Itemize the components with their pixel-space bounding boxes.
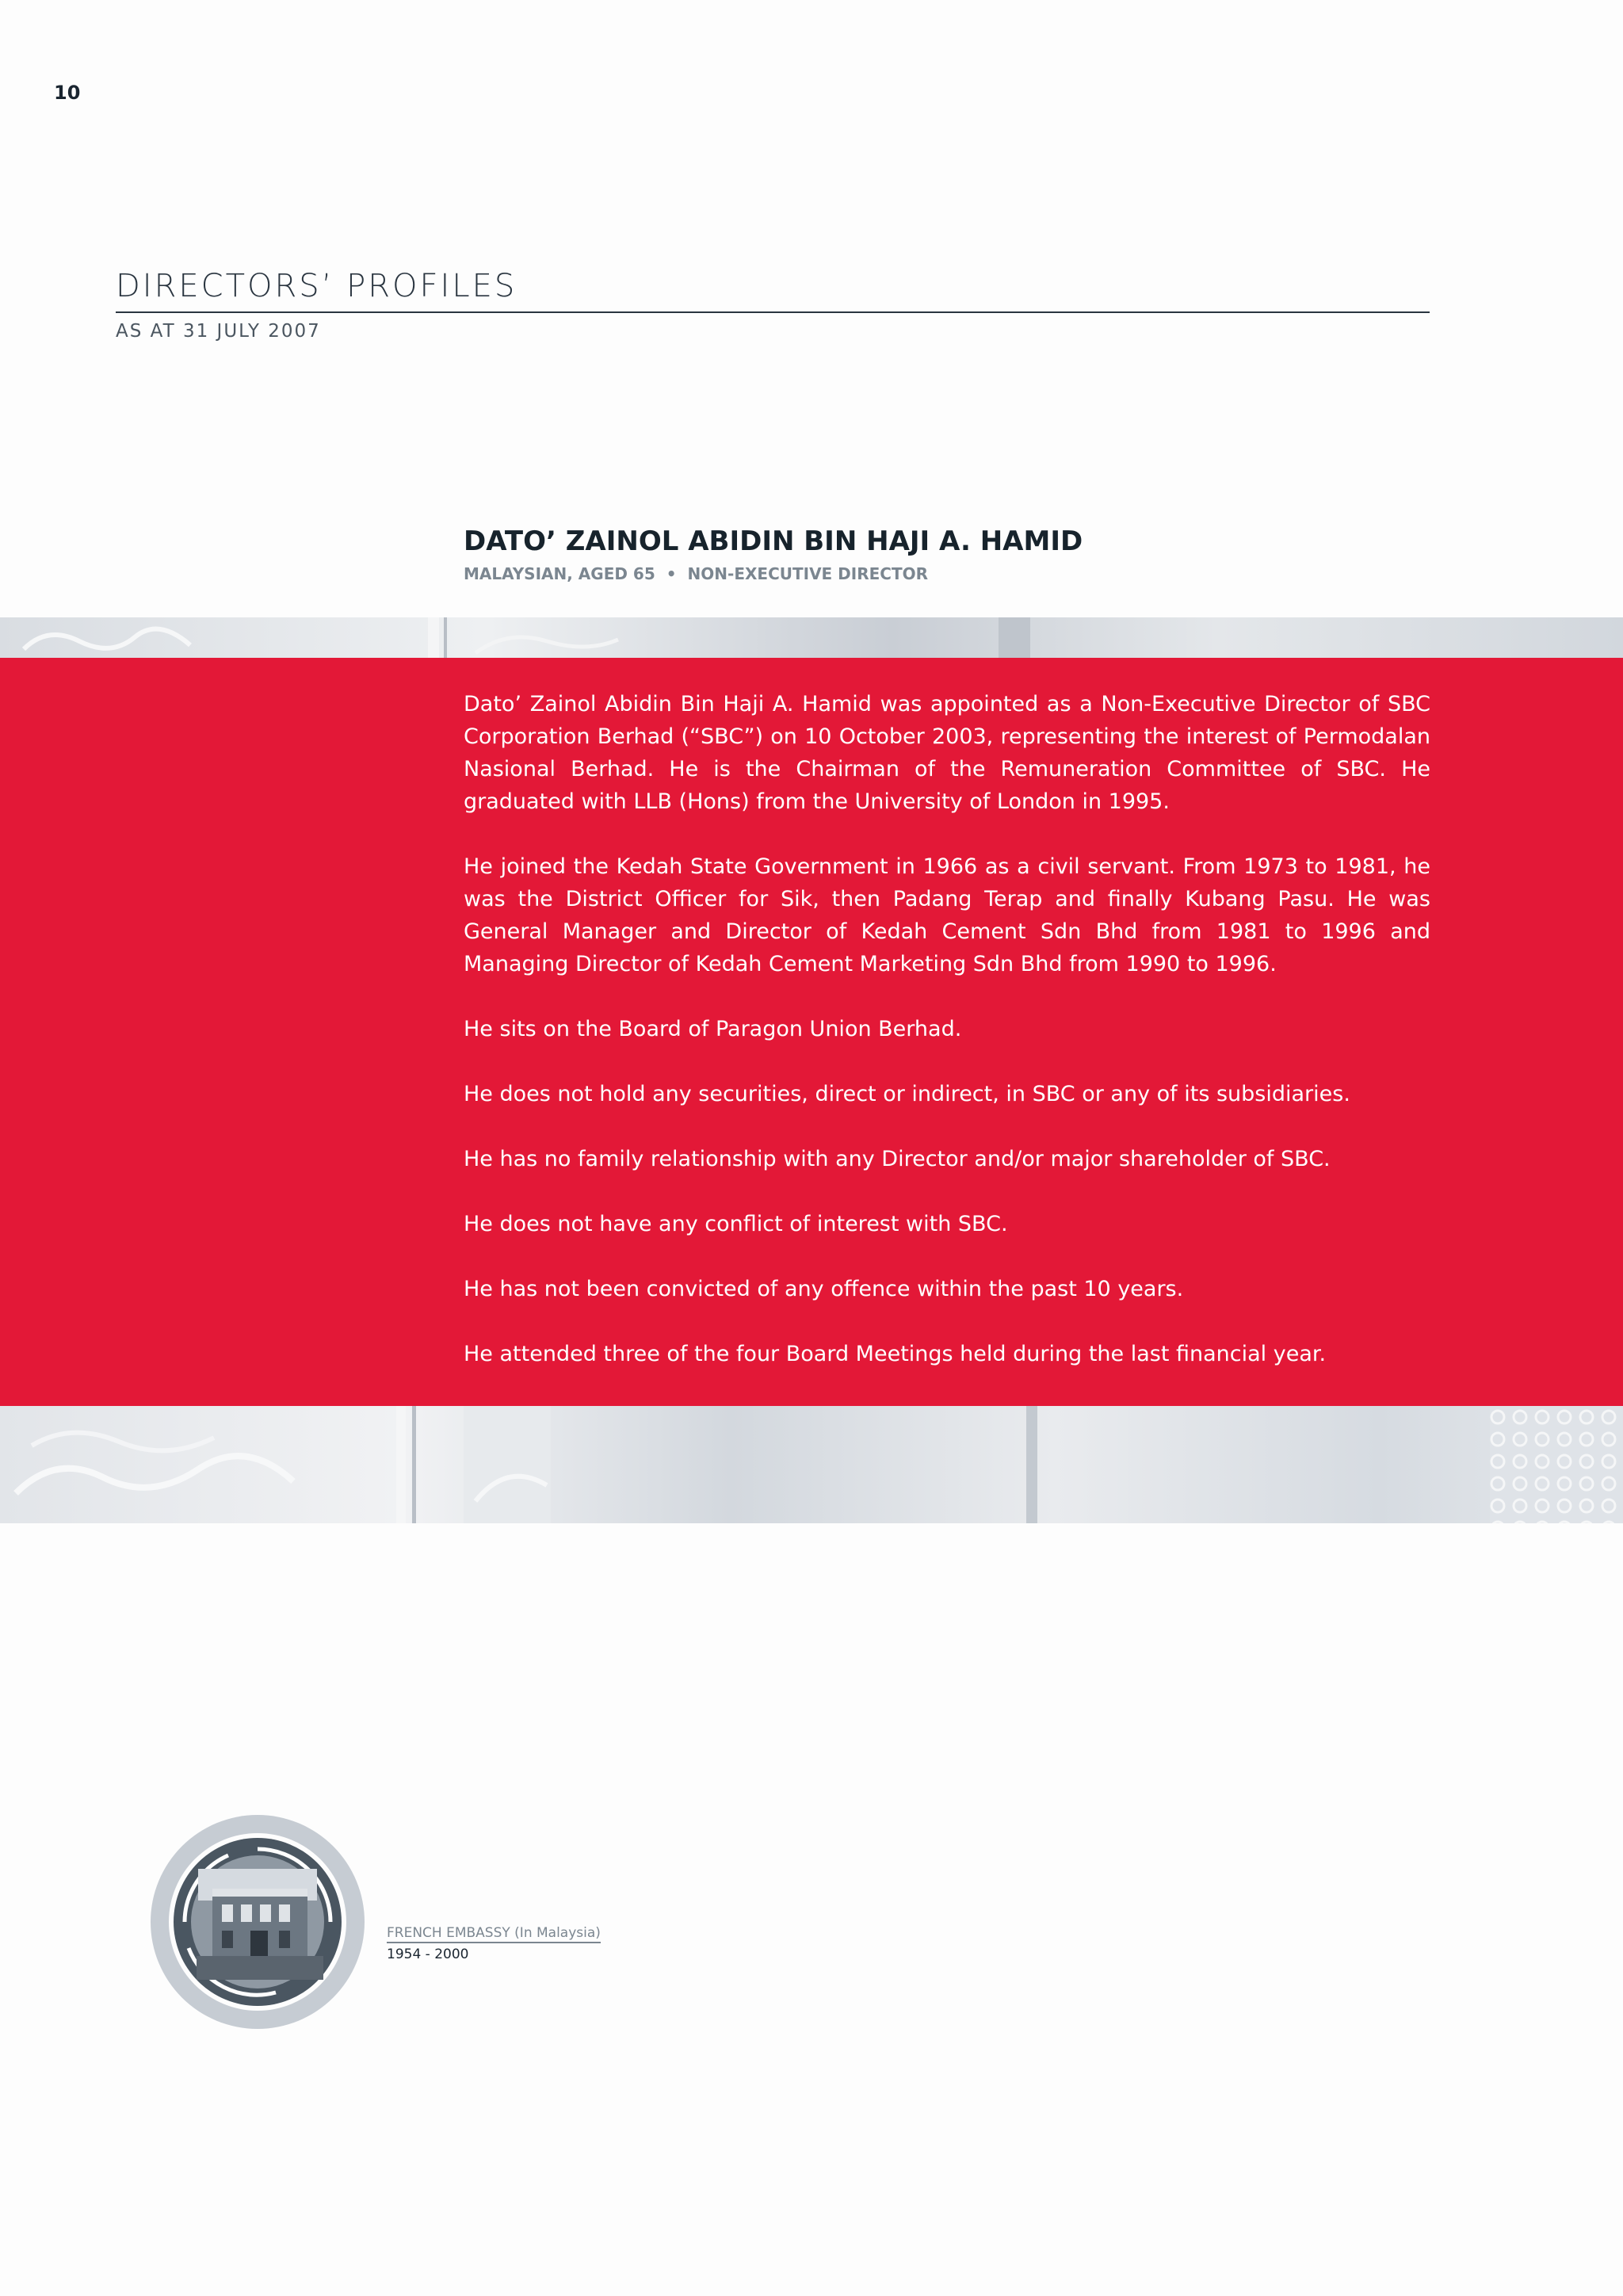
director-meta — [464, 564, 928, 583]
page-number: 10 — [54, 82, 81, 104]
director-nationality-age: MALAYSIAN, AGED 65 — [464, 564, 655, 583]
section-rule — [116, 311, 1430, 313]
caption-title: FRENCH EMBASSY (In Malaysia) — [387, 1925, 601, 1943]
profile-paragraph-board: He sits on the Board of Paragon Union Berhad. — [464, 1017, 962, 1041]
section-subtitle: AS AT 31 JULY 2007 — [116, 321, 321, 342]
section-title: DIRECTORS’ PROFILES — [116, 268, 517, 304]
caption-years: 1954 - 2000 — [387, 1946, 469, 1962]
decorative-band-bottom — [0, 1406, 1623, 1523]
decorative-band-top — [0, 617, 1623, 659]
profile-paragraph-career: He joined the Kedah State Government in 1966 as a civil servant. From 1973 to 1981, he was the District Officer for Sik, then Padang Terap and finally Kubang Pasu. He was General Manager and Director of Kedah Cement Sdn Bhd from 1981 to 1996 and Managing Director of Kedah Cement Marketing Sdn Bhd from 1990 to 1996. — [464, 854, 1430, 976]
profile-paragraph-conflict: He does not have any conflict of interest with SBC. — [464, 1212, 1008, 1236]
profile-text — [464, 688, 1430, 1403]
profile-paragraph-appointment: Dato’ Zainol Abidin Bin Haji A. Hamid was appointed as a Non-Executive Director of SBC Corporation Berhad (“SBC”) on 10 October 2003, representing the interest of Permodalan Nasional Berhad. He is the Chairman of the Remuneration Committee of SBC. He graduated with LLB (Hons) from the University of London in 1995. — [464, 692, 1430, 814]
profile-paragraph-family: He has no family relationship with any Director and/or major shareholder of SBC. — [464, 1147, 1331, 1171]
profile-paragraph-securities: He does not hold any securities, direct or indirect, in SBC or any of its subsidiaries. — [464, 1082, 1350, 1106]
director-role: NON-EXECUTIVE DIRECTOR — [687, 564, 929, 583]
profile-paragraph-conviction: He has not been convicted of any offence within the past 10 years. — [464, 1277, 1184, 1301]
embassy-emblem — [149, 1813, 366, 2030]
meta-separator: • — [666, 564, 677, 583]
profile-paragraph-attendance: He attended three of the four Board Meetings held during the last financial year. — [464, 1342, 1327, 1366]
director-name: DATO’ ZAINOL ABIDIN BIN HAJI A. HAMID — [464, 525, 1083, 557]
